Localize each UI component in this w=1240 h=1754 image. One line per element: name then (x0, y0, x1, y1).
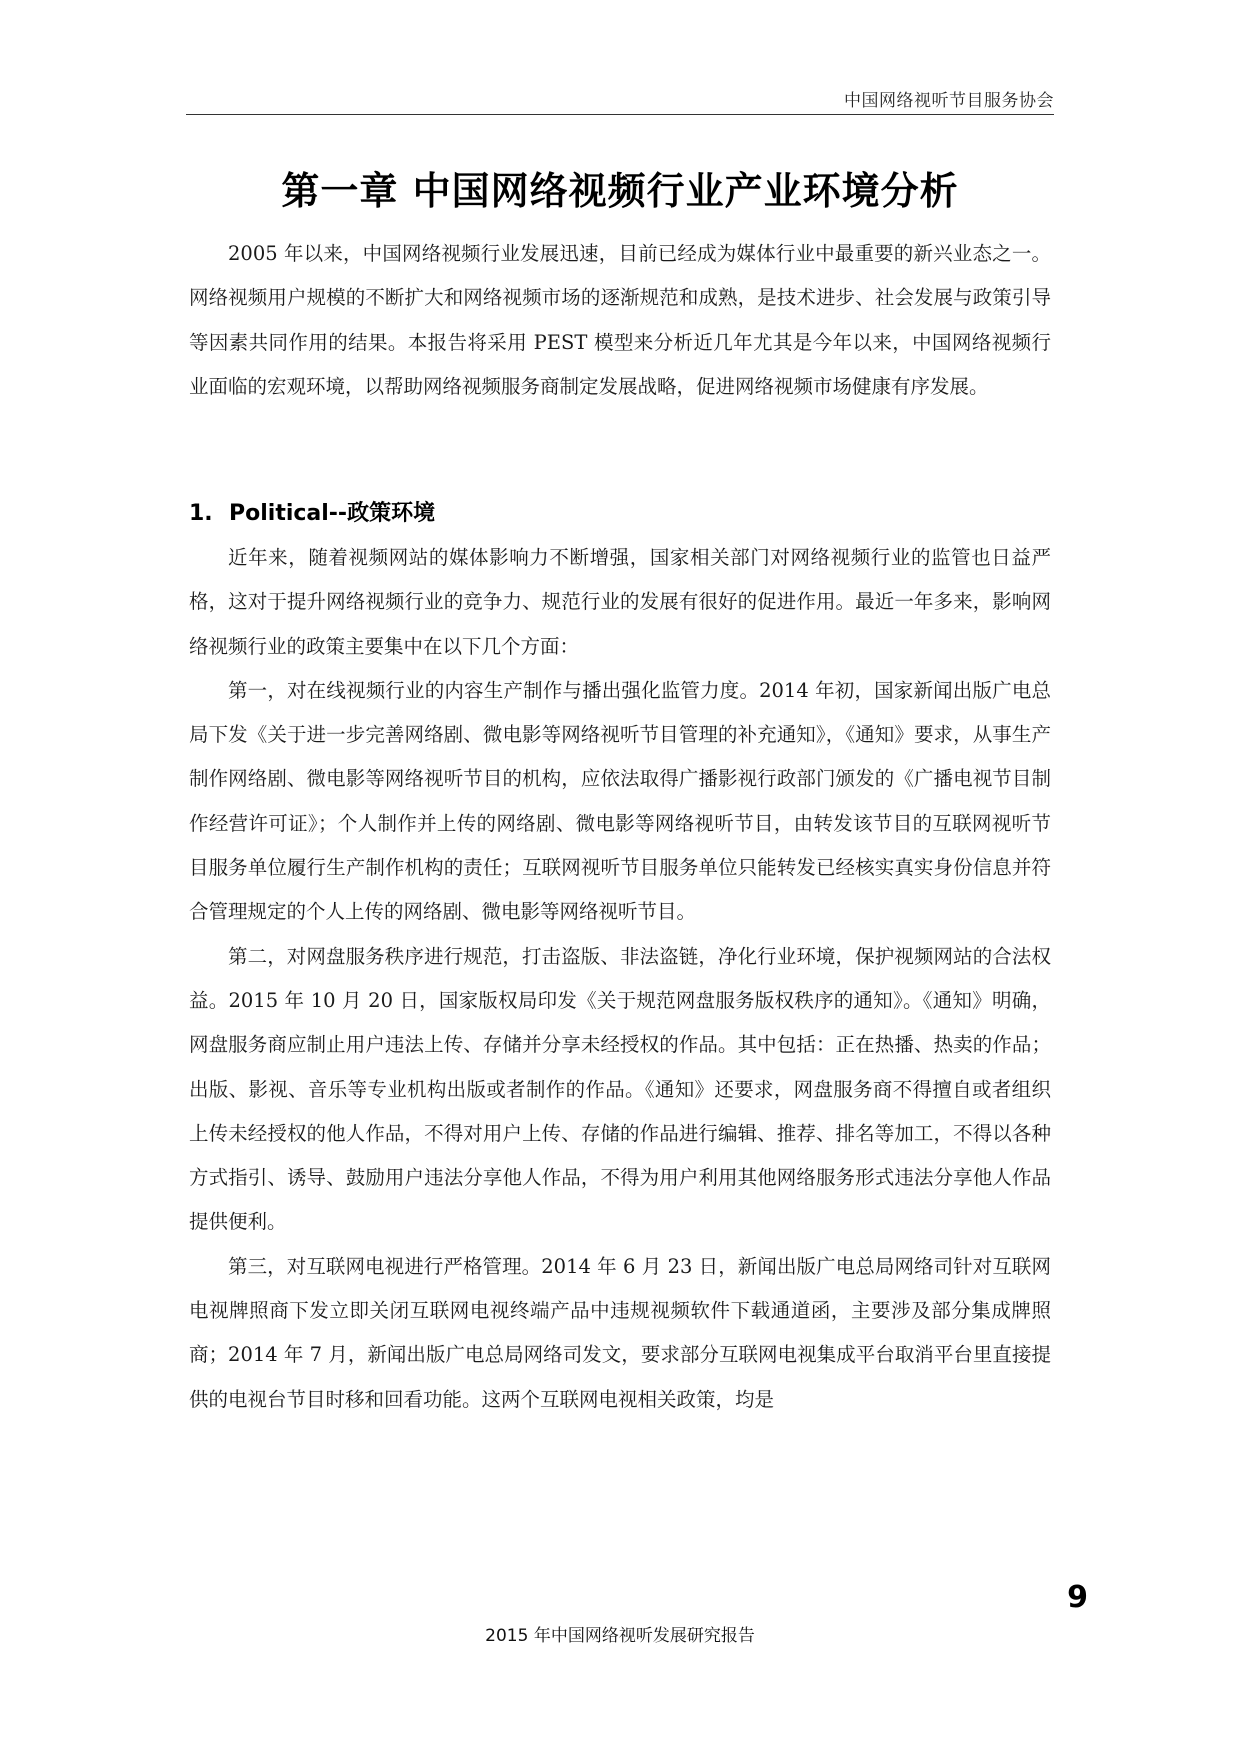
body-paragraph: 第三，对互联网电视进行严格管理。2014 年 6 月 23 日，新闻出版广电总局网络司针对互联网电视牌照商下发立即关闭互联网电视终端产品中违规视频软件下载通道函，主要涉及部分集成牌照商；2014 年 7 月，新闻出版广电总局网络司发文，要求部分互联网电视集成平台取消平台里直接提供的电视台节目时移和回看功能。这两个互联网电视相关政策，均是 (189, 1254, 1051, 1411)
section-title: Political--政策环境 (229, 501, 436, 526)
footer-report-title: 2015 年中国网络视听发展研究报告 (485, 1626, 755, 1646)
chapter-title: 第一章 中国网络视频行业产业环境分析 (281, 169, 959, 213)
section-number: 1. (189, 501, 213, 526)
section-heading (189, 496, 435, 527)
body-paragraph: 第一，对在线视频行业的内容生产制作与播出强化监管力度。2014 年初，国家新闻出版广电总局下发《关于进一步完善网络剧、微电影等网络视听节目管理的补充通知》，《通知》要求，从事生产制作网络剧、微电影等网络视听节目的机构，应依法取得广播影视行政部门颁发的《广播电视节目制作经营许可证》；个人制作并上传的网络剧、微电影等网络视听节目，由转发该节目的互联网视听节目服务单位履行生产制作机构的责任；互联网视听节目服务单位只能转发已经核实真实身份信息并符合管理规定的个人上传的网络剧、微电影等网络视听节目。 (189, 678, 1051, 924)
section-body (189, 536, 1051, 1422)
body-paragraph: 第二，对网盘服务秩序进行规范，打击盗版、非法盗链，净化行业环境，保护视频网站的合法权益。2015 年 10 月 20 日，国家版权局印发《关于规范网盘服务版权秩序的通知》。《通知》明确，网盘服务商应制止用户违法上传、存储并分享未经授权的作品。其中包括：正在热播、热卖的作品；出版、影视、音乐等专业机构出版或者制作的作品。《通知》还要求，网盘服务商不得擅自或者组织上传未经授权的他人作品，不得对用户上传、存储的作品进行编辑、推荐、排名等加工，不得以各种方式指引、诱导、鼓励用户违法分享他人作品，不得为用户利用其他网络服务形式违法分享他人作品提供便利。 (189, 944, 1051, 1234)
intro-section (189, 232, 1051, 409)
page-number: 9 (1067, 1580, 1088, 1615)
header-organization: 中国网络视听节目服务协会 (844, 91, 1054, 111)
header-divider (186, 114, 1054, 115)
intro-paragraph: 2005 年以来，中国网络视频行业发展迅速，目前已经成为媒体行业中最重要的新兴业态之一。网络视频用户规模的不断扩大和网络视频市场的逐渐规范和成熟，是技术进步、社会发展与政策引导等因素共同作用的结果。本报告将采用 PEST 模型来分析近几年尤其是今年以来，中国网络视频行业面临的宏观环境，以帮助网络视频服务商制定发展战略，促进网络视频市场健康有序发展。 (189, 242, 1051, 398)
body-paragraph: 近年来，随着视频网站的媒体影响力不断增强，国家相关部门对网络视频行业的监管也日益严格，这对于提升网络视频行业的竞争力、规范行业的发展有很好的促进作用。最近一年多来，影响网络视频行业的政策主要集中在以下几个方面： (189, 546, 1051, 658)
